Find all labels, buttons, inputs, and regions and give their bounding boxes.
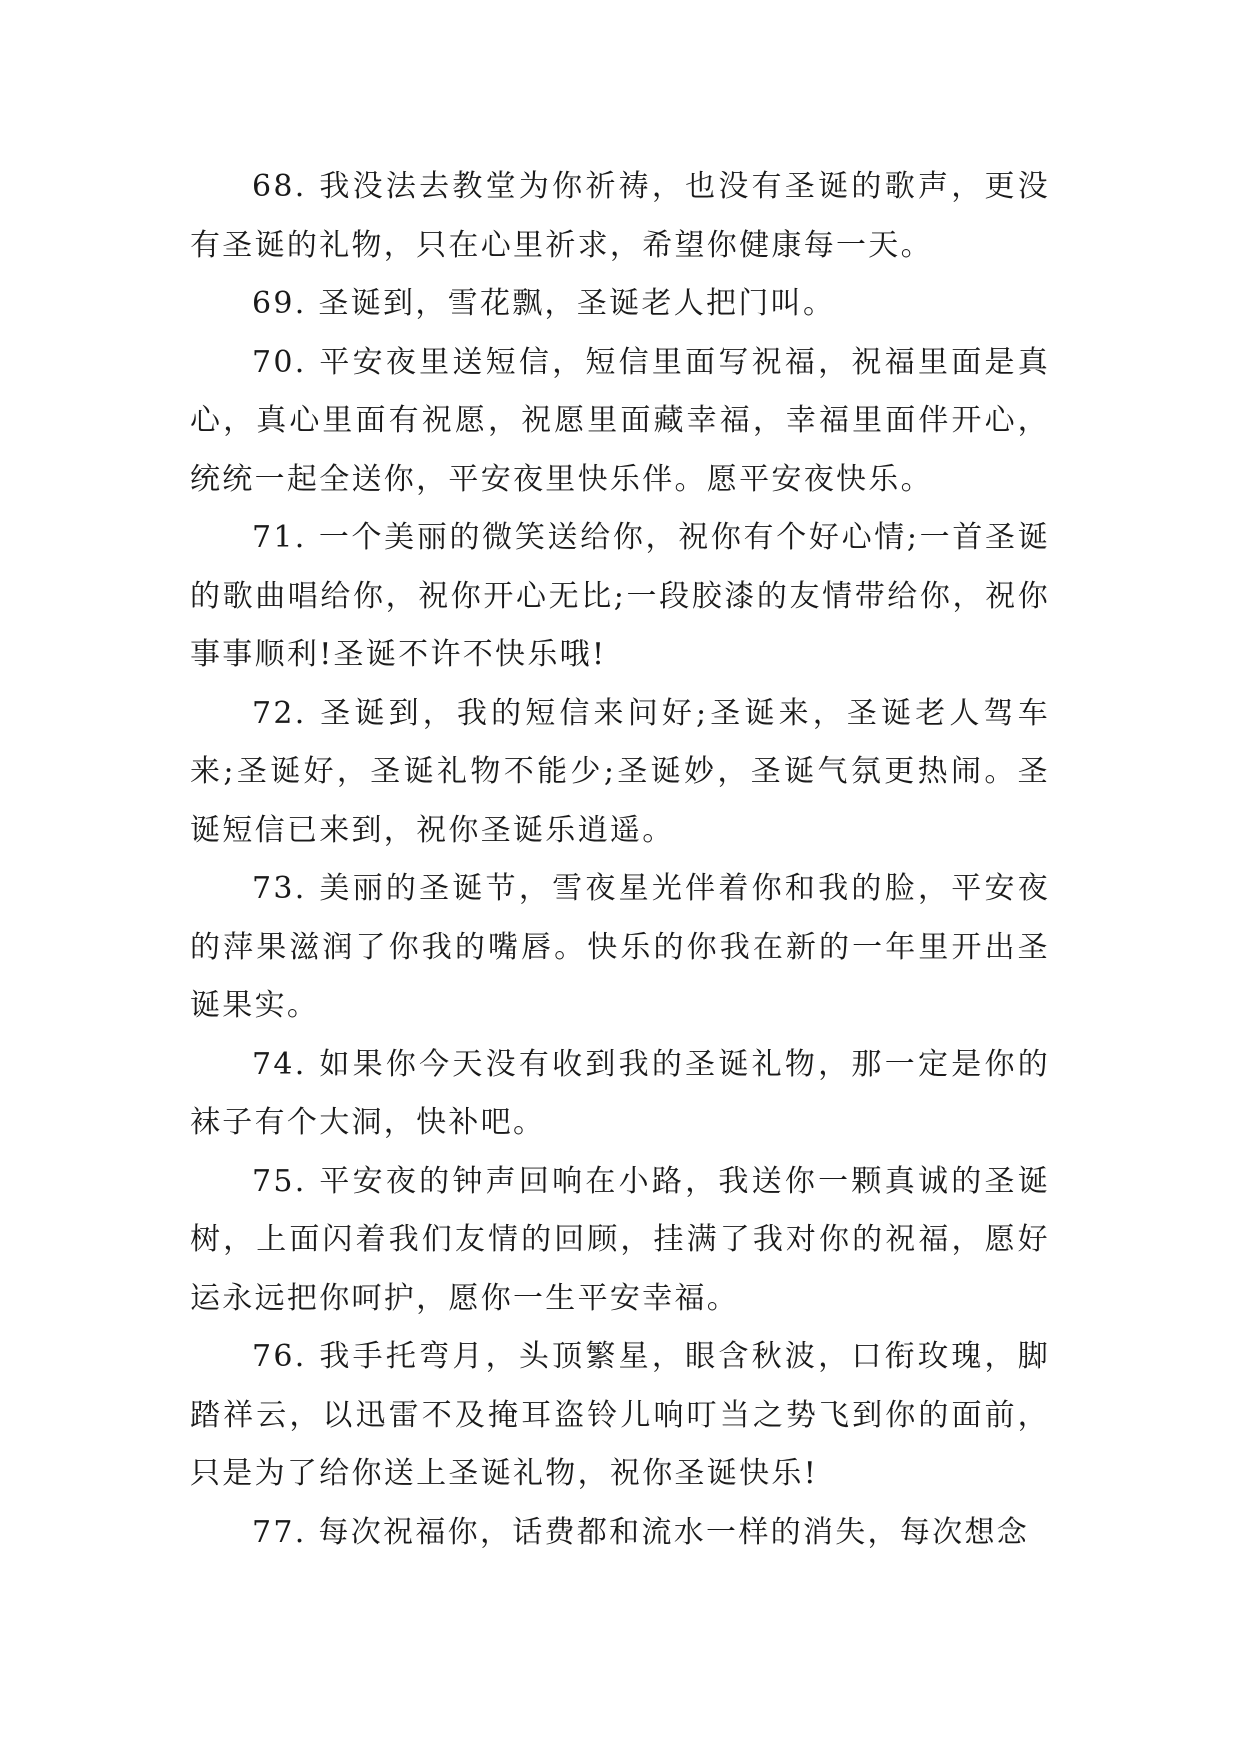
- paragraph-68: 68. 我没法去教堂为你祈祷，也没有圣诞的歌声，更没有圣诞的礼物，只在心里祈求，希望你健康每一天。: [190, 169, 1050, 263]
- paragraph-70: 70. 平安夜里送短信，短信里面写祝福，祝福里面是真心，真心里面有祝愿，祝愿里面藏幸福，幸福里面伴开心，统统一起全送你，平安夜里快乐伴。愿平安夜快乐。: [190, 344, 1050, 497]
- paragraph-73: 73. 美丽的圣诞节，雪夜星光伴着你和我的脸，平安夜的萍果滋润了你我的嘴唇。快乐的你我在新的一年里开出圣诞果实。: [190, 871, 1050, 1023]
- paragraph-76: 76. 我手托弯月，头顶繁星，眼含秋波，口衔玫瑰，脚踏祥云，以迅雷不及掩耳盗铃儿响叮当之势飞到你的面前，只是为了给你送上圣诞礼物，祝你圣诞快乐!: [190, 1339, 1050, 1491]
- paragraph-74: 74. 如果你今天没有收到我的圣诞礼物，那一定是你的袜子有个大洞，快补吧。: [190, 1046, 1050, 1140]
- paragraph-75: 75. 平安夜的钟声回响在小路，我送你一颗真诚的圣诞树，上面闪着我们友情的回顾，挂满了我对你的祝福，愿好运永远把你呵护，愿你一生平安幸福。: [190, 1163, 1050, 1316]
- paragraph-72: 72. 圣诞到，我的短信来问好;圣诞来，圣诞老人驾车来;圣诞好，圣诞礼物不能少;圣诞妙，圣诞气氛更热闹。圣诞短信已来到，祝你圣诞乐逍遥。: [190, 695, 1050, 848]
- document-body: [190, 158, 1050, 1562]
- paragraph-69: 69. 圣诞到，雪花飘，圣诞老人把门叫。: [252, 286, 836, 321]
- paragraph-77: 77. 每次祝福你，话费都和流水一样的消失，每次想念: [252, 1514, 1030, 1550]
- paragraph-71: 71. 一个美丽的微笑送给你，祝你有个好心情;一首圣诞的歌曲唱给你，祝你开心无比;一段胶漆的友情带给你，祝你事事顺利!圣诞不许不快乐哦!: [190, 520, 1050, 672]
